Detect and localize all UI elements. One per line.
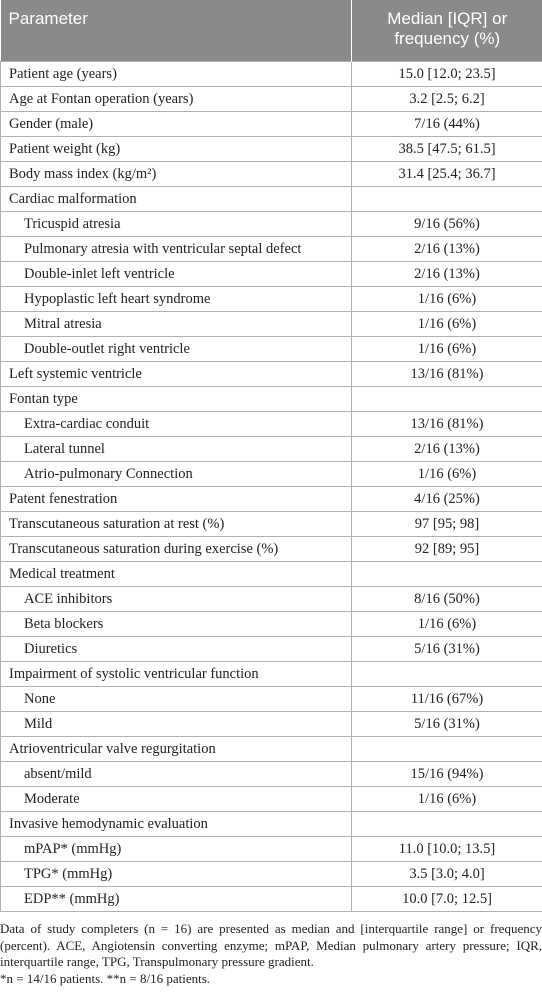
row-label: Beta blockers <box>1 612 352 637</box>
row-value: 15.0 [12.0; 23.5] <box>352 62 542 87</box>
row-value: 3.5 [3.0; 4.0] <box>352 862 542 887</box>
row-value: 1/16 (6%) <box>352 612 542 637</box>
row-value <box>352 737 542 762</box>
row-value <box>352 662 542 687</box>
table-row <box>1 362 542 387</box>
row-value: 5/16 (31%) <box>352 712 542 737</box>
table-row <box>1 287 542 312</box>
row-label: Gender (male) <box>1 112 352 137</box>
group-label: Impairment of systolic ventricular function <box>1 662 352 687</box>
row-label: Atrio-pulmonary Connection <box>1 462 352 487</box>
row-label: Moderate <box>1 787 352 812</box>
row-label: ACE inhibitors <box>1 587 352 612</box>
row-value: 2/16 (13%) <box>352 262 542 287</box>
row-label: Mild <box>1 712 352 737</box>
row-label: Transcutaneous saturation during exercise (%) <box>1 537 352 562</box>
table-header-row <box>1 0 542 62</box>
row-label: EDP** (mmHg) <box>1 887 352 912</box>
table-row <box>1 262 542 287</box>
row-label: Diuretics <box>1 637 352 662</box>
group-label: Invasive hemodynamic evaluation <box>1 812 352 837</box>
row-value: 15/16 (94%) <box>352 762 542 787</box>
row-value: 11/16 (67%) <box>352 687 542 712</box>
table-row <box>1 87 542 112</box>
row-value: 9/16 (56%) <box>352 212 542 237</box>
table-row <box>1 537 542 562</box>
table-row <box>1 512 542 537</box>
row-label: None <box>1 687 352 712</box>
row-value: 2/16 (13%) <box>352 237 542 262</box>
row-label: Body mass index (kg/m²) <box>1 162 352 187</box>
row-label: Patient age (years) <box>1 62 352 87</box>
table-row <box>1 787 542 812</box>
table-row <box>1 612 542 637</box>
table-row <box>1 437 542 462</box>
header-parameter: Parameter <box>1 0 352 62</box>
group-label: Atrioventricular valve regurgitation <box>1 737 352 762</box>
row-value: 1/16 (6%) <box>352 787 542 812</box>
row-label: Left systemic ventricle <box>1 362 352 387</box>
row-value: 97 [95; 98] <box>352 512 542 537</box>
table-row <box>1 312 542 337</box>
row-value: 13/16 (81%) <box>352 362 542 387</box>
row-label: Tricuspid atresia <box>1 212 352 237</box>
row-value: 1/16 (6%) <box>352 337 542 362</box>
row-label: Double-inlet left ventricle <box>1 262 352 287</box>
row-value: 13/16 (81%) <box>352 412 542 437</box>
row-label: Patient weight (kg) <box>1 137 352 162</box>
row-value: 8/16 (50%) <box>352 587 542 612</box>
row-label: Lateral tunnel <box>1 437 352 462</box>
table-row <box>1 712 542 737</box>
row-label: Patent fenestration <box>1 487 352 512</box>
table-row <box>1 562 542 587</box>
row-label: TPG* (mmHg) <box>1 862 352 887</box>
row-label: Transcutaneous saturation at rest (%) <box>1 512 352 537</box>
table-row <box>1 387 542 412</box>
table-footnote <box>0 912 542 987</box>
row-value: 92 [89; 95] <box>352 537 542 562</box>
table-row <box>1 137 542 162</box>
row-label: Hypoplastic left heart syndrome <box>1 287 352 312</box>
table-row <box>1 337 542 362</box>
row-value <box>352 387 542 412</box>
table-row <box>1 187 542 212</box>
row-value: 1/16 (6%) <box>352 462 542 487</box>
table-row <box>1 637 542 662</box>
row-value: 1/16 (6%) <box>352 312 542 337</box>
row-value: 38.5 [47.5; 61.5] <box>352 137 542 162</box>
row-label: Extra-cardiac conduit <box>1 412 352 437</box>
table-row <box>1 737 542 762</box>
table-row <box>1 837 542 862</box>
group-label: Cardiac malformation <box>1 187 352 212</box>
table-row <box>1 237 542 262</box>
row-label: Mitral atresia <box>1 312 352 337</box>
row-value: 1/16 (6%) <box>352 287 542 312</box>
table-row <box>1 762 542 787</box>
table-row <box>1 112 542 137</box>
row-value: 7/16 (44%) <box>352 112 542 137</box>
table-row <box>1 862 542 887</box>
row-value: 5/16 (31%) <box>352 637 542 662</box>
row-value <box>352 562 542 587</box>
table-row <box>1 687 542 712</box>
table-row <box>1 62 542 87</box>
footnote-stars: *n = 14/16 patients. **n = 8/16 patients. <box>0 970 211 986</box>
row-label: Pulmonary atresia with ventricular septal defect <box>1 237 352 262</box>
row-value <box>352 187 542 212</box>
row-value: 3.2 [2.5; 6.2] <box>352 87 542 112</box>
table-body <box>1 62 542 912</box>
row-label: Double-outlet right ventricle <box>1 337 352 362</box>
row-value: 11.0 [10.0; 13.5] <box>352 837 542 862</box>
row-value: 4/16 (25%) <box>352 487 542 512</box>
table-row <box>1 887 542 912</box>
row-label: Age at Fontan operation (years) <box>1 87 352 112</box>
group-label: Medical treatment <box>1 562 352 587</box>
table-row <box>1 212 542 237</box>
table-row <box>1 162 542 187</box>
table-row <box>1 587 542 612</box>
group-label: Fontan type <box>1 387 352 412</box>
row-value: 2/16 (13%) <box>352 437 542 462</box>
table-row <box>1 812 542 837</box>
row-value: 10.0 [7.0; 12.5] <box>352 887 542 912</box>
row-label: mPAP* (mmHg) <box>1 837 352 862</box>
footnote-main: Data of study completers (n = 16) are presented as median and [interquartile range] or frequency (percent). ACE, Angiotensin converting enzyme; mPAP, Median pulmonary artery pressure; IQR, interquartile range, TPG, Transpulmonary pressure gradient. <box>0 921 542 969</box>
row-value <box>352 812 542 837</box>
table-row <box>1 662 542 687</box>
row-label: absent/mild <box>1 762 352 787</box>
table-row <box>1 462 542 487</box>
row-value: 31.4 [25.4; 36.7] <box>352 162 542 187</box>
table-row <box>1 412 542 437</box>
table-row <box>1 487 542 512</box>
header-value: Median [IQR] or frequency (%) <box>352 0 542 62</box>
